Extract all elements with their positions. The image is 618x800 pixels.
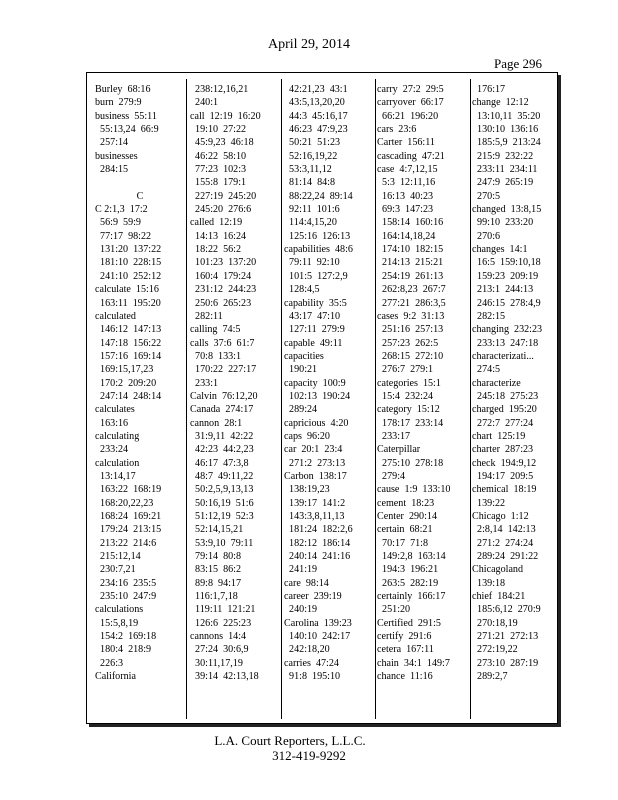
index-page-refs: 257:14 — [95, 137, 129, 149]
index-entry: chief 184:21 — [472, 591, 526, 603]
index-page-refs: 185:6,12 270:9 — [472, 604, 541, 616]
index-page-refs: 163:22 168:19 — [95, 484, 162, 496]
index-page-refs: 155:8 179:1 — [190, 177, 247, 189]
index-entry: care 98:14 — [284, 577, 329, 589]
index-page-refs: 271:2 273:13 — [284, 457, 346, 469]
index-page-refs: 251:16 257:13 — [377, 324, 444, 336]
index-page-refs: 42:21,23 43:1 — [284, 84, 348, 95]
index-page-refs: 282:11 — [190, 310, 223, 322]
index-entry: characterizati... — [472, 350, 534, 362]
index-page-refs: 102:13 190:24 — [284, 390, 351, 402]
column-divider — [186, 79, 187, 719]
index-entry: changes 14:1 — [472, 244, 528, 256]
index-page-refs: 233:1 — [190, 377, 219, 389]
index-page-refs: 83:15 86:2 — [190, 564, 242, 576]
index-entry: change 12:12 — [472, 97, 529, 109]
index-box — [86, 72, 558, 724]
index-entry: businesses — [95, 150, 138, 162]
index-page-refs: 289:2,7 — [472, 671, 508, 683]
index-page-refs: 268:15 272:10 — [377, 350, 444, 362]
index-entry: capability 35:5 — [284, 297, 347, 309]
index-entry: carryover 66:17 — [377, 97, 444, 109]
index-page-refs: 39:14 42:13,18 — [190, 671, 259, 683]
index-page-refs: 194:3 196:21 — [377, 564, 439, 576]
footer-phone: 312-419-9292 — [272, 748, 346, 763]
index-page-refs: 181:24 182:2,6 — [284, 524, 353, 536]
index-page-refs: 271:21 272:13 — [472, 631, 539, 643]
index-page-refs: 79:14 80:8 — [190, 551, 242, 563]
index-page-refs: 127:11 279:9 — [284, 324, 345, 336]
index-entry: Chicagoland — [472, 564, 524, 576]
index-page-refs: 125:16 126:13 — [284, 230, 351, 242]
index-entry: charged 195:20 — [472, 404, 537, 416]
index-page-refs: 44:3 45:16,17 — [284, 110, 348, 122]
index-page-refs: 240:14 241:16 — [284, 551, 351, 563]
index-page-refs: 234:16 235:5 — [95, 577, 157, 589]
index-page-refs: 190:21 — [284, 364, 318, 376]
index-page-refs: 163:16 — [95, 417, 129, 429]
index-page-refs: 138:19,23 — [284, 484, 330, 496]
index-page-refs: 13:10,11 35:20 — [472, 110, 541, 122]
index-page-refs: 164:14,18,24 — [377, 230, 436, 242]
index-page-refs: 92:11 101:6 — [284, 204, 340, 216]
index-entry: burn 279:9 — [95, 97, 142, 109]
index-page-refs: 143:3,8,11,13 — [284, 511, 345, 522]
index-page-refs: 81:14 84:8 — [284, 177, 336, 189]
index-page-refs: 146:12 147:13 — [95, 324, 162, 336]
index-entry: Center 290:14 — [377, 511, 437, 522]
index-page-refs: 2:8,14 142:13 — [472, 524, 536, 536]
index-entry: Canada 274:17 — [190, 404, 254, 416]
index-page-refs: 42:23 44:2,23 — [190, 444, 254, 456]
page-number: Page 296 — [494, 56, 543, 71]
index-entry: chain 34:1 149:7 — [377, 657, 450, 669]
index-page-refs: 19:10 27:22 — [190, 124, 247, 136]
index-page-refs: 275:10 278:18 — [377, 457, 444, 469]
index-page-refs: 169:15,17,23 — [95, 364, 154, 376]
index-page-refs: 5:3 12:11,16 — [377, 177, 436, 189]
index-page-refs: 272:7 277:24 — [472, 417, 534, 429]
blank-line — [95, 176, 185, 189]
index-page-refs: 241:19 — [284, 564, 318, 576]
index-page-refs: 52:14,15,21 — [190, 524, 244, 536]
index-page-refs: 53:3,11,12 — [284, 164, 332, 176]
index-page-refs: 154:2 169:18 — [95, 631, 157, 643]
index-page-refs: 30:11,17,19 — [190, 657, 243, 669]
index-page-refs: 233:17 — [377, 430, 411, 442]
index-entry: cause 1:9 133:10 — [377, 484, 451, 496]
index-page-refs: 116:1,7,18 — [190, 591, 238, 603]
index-page-refs: 77:23 102:3 — [190, 164, 247, 176]
index-page-refs: 246:15 278:4,9 — [472, 297, 541, 309]
index-page-refs: 130:10 136:16 — [472, 124, 539, 136]
index-entry: category 15:12 — [377, 404, 440, 416]
index-page-refs: 180:4 218:9 — [95, 644, 152, 656]
index-page-refs: 147:18 156:22 — [95, 337, 162, 349]
index-entry: calculations — [95, 604, 144, 616]
index-entry: Carbon 138:17 — [284, 470, 347, 482]
index-page-refs: 235:10 247:9 — [95, 591, 157, 603]
index-column-4 — [377, 83, 469, 683]
index-page-refs: 245:20 276:6 — [190, 204, 252, 216]
index-page-refs: 231:12 244:23 — [190, 284, 257, 296]
index-page-refs: 262:8,23 267:7 — [377, 284, 446, 296]
index-entry: cases 9:2 31:13 — [377, 310, 445, 322]
index-page-refs: 13:14,17 — [95, 470, 136, 482]
index-page-refs: 274:5 — [472, 364, 501, 376]
index-entry: case 4:7,12,15 — [377, 164, 438, 176]
index-page-refs: 257:23 262:5 — [377, 337, 439, 349]
index-entry: car 20:1 23:4 — [284, 444, 343, 456]
index-page-refs: 271:2 274:24 — [472, 537, 534, 549]
index-page-refs: 277:21 286:3,5 — [377, 297, 446, 309]
index-page-refs: 126:6 225:23 — [190, 617, 252, 629]
index-page-refs: 14:13 16:24 — [190, 230, 247, 242]
index-page-refs: 77:17 98:22 — [95, 230, 152, 242]
index-page-refs: 254:19 261:13 — [377, 270, 444, 282]
index-page-refs: 50:16,19 51:6 — [190, 497, 254, 509]
index-page-refs: 170:2 209:20 — [95, 377, 157, 389]
index-page-refs: 194:17 209:5 — [472, 470, 534, 482]
index-page-refs: 50:2,5,9,13,13 — [190, 484, 254, 496]
index-page-refs: 233:13 247:18 — [472, 337, 539, 349]
index-entry: certainly 166:17 — [377, 591, 446, 603]
index-page-refs: 46:17 47:3,8 — [190, 457, 249, 469]
index-page-refs: 56:9 59:9 — [95, 217, 141, 229]
index-page-refs: 52:16,19,22 — [284, 150, 338, 162]
index-page-refs: 15:5,8,19 — [95, 617, 139, 629]
index-page-refs: 240:1 — [190, 97, 219, 109]
index-page-refs: 46:23 47:9,23 — [284, 124, 348, 136]
index-entry: capacities — [284, 350, 324, 362]
index-page-refs: 284:15 — [95, 164, 129, 176]
index-entry: certain 68:21 — [377, 524, 433, 536]
index-entry: cascading 47:21 — [377, 150, 445, 162]
index-page-refs: 181:10 228:15 — [95, 257, 162, 269]
index-page-refs: 160:4 179:24 — [190, 270, 252, 282]
index-entry: capable 49:11 — [284, 337, 343, 349]
index-page-refs: 247:14 248:14 — [95, 390, 162, 402]
index-page-refs: 251:20 — [377, 604, 411, 616]
index-entry: Chicago 1:12 — [472, 511, 529, 522]
index-entry: C 2:1,3 17:2 — [95, 204, 148, 216]
index-page-refs: 270:18,19 — [472, 617, 518, 629]
index-entry: chart 125:19 — [472, 430, 526, 442]
index-entry: chemical 18:19 — [472, 484, 537, 496]
index-entry: certify 291:6 — [377, 631, 432, 643]
index-page-refs: 70:8 133:1 — [190, 350, 242, 362]
index-page-refs: 227:19 245:20 — [190, 190, 257, 202]
index-page-refs: 233:24 — [95, 444, 129, 456]
index-page-refs: 15:4 232:24 — [377, 390, 434, 402]
index-page-refs: 91:8 195:10 — [284, 671, 341, 683]
index-column-5 — [472, 83, 556, 683]
index-column-3 — [284, 83, 374, 683]
index-entry: Certified 291:5 — [377, 617, 441, 629]
index-page-refs: 101:5 127:2,9 — [284, 270, 348, 282]
index-page-refs: 176:17 — [472, 84, 506, 95]
index-page-refs: 140:10 242:17 — [284, 631, 351, 643]
index-page-refs: 51:12,19 52:3 — [190, 511, 254, 522]
index-entry: check 194:9,12 — [472, 457, 537, 469]
index-page-refs: 131:20 137:22 — [95, 244, 162, 256]
index-entry: cannon 28:1 — [190, 417, 243, 429]
index-page-refs: 18:22 56:2 — [190, 244, 242, 256]
index-entry: calls 37:6 61:7 — [190, 337, 255, 349]
index-page-refs: 50:21 51:23 — [284, 137, 341, 149]
index-page-refs: 55:13,24 66:9 — [95, 124, 159, 136]
index-entry: characterize — [472, 377, 521, 389]
index-entry: changed 13:8,15 — [472, 204, 542, 216]
column-divider — [281, 79, 282, 719]
index-page-refs: 226:3 — [95, 657, 124, 669]
index-page-refs: 70:17 71:8 — [377, 537, 429, 549]
index-entry: California — [95, 671, 136, 683]
index-page-refs: 250:6 265:23 — [190, 297, 252, 309]
index-page-refs: 174:10 182:15 — [377, 244, 444, 256]
index-page-refs: 99:10 233:20 — [472, 217, 534, 229]
index-page-refs: 215:9 232:22 — [472, 150, 534, 162]
index-page-refs: 233:11 234:11 — [472, 164, 538, 176]
index-page-refs: 168:20,22,23 — [95, 497, 154, 509]
index-entry: caps 96:20 — [284, 430, 330, 442]
index-page-refs: 240:19 — [284, 604, 318, 616]
index-entry: cement 18:23 — [377, 497, 435, 509]
index-entry: calculating — [95, 430, 140, 442]
index-entry: call 12:19 16:20 — [190, 110, 261, 122]
index-entry: changing 232:23 — [472, 324, 543, 336]
index-column-1 — [95, 83, 185, 683]
index-entry: cannons 14:4 — [190, 631, 247, 643]
index-entry: calculates — [95, 404, 135, 416]
index-page-refs: 45:9,23 46:18 — [190, 137, 254, 149]
index-entry: calculation — [95, 457, 140, 469]
index-page-refs: 119:11 121:21 — [190, 604, 256, 616]
index-page-refs: 247:9 265:19 — [472, 177, 534, 189]
index-page-refs: 69:3 147:23 — [377, 204, 434, 216]
index-page-refs: 242:18,20 — [284, 644, 330, 656]
index-page-refs: 238:12,16,21 — [190, 84, 249, 95]
index-page-refs: 158:14 160:16 — [377, 217, 444, 229]
header-date: April 29, 2014 — [267, 37, 351, 52]
index-entry: capabilities 48:6 — [284, 244, 353, 256]
index-page-refs: 114:4,15,20 — [284, 217, 337, 229]
index-page-refs: 213:22 214:6 — [95, 537, 157, 549]
index-entry: cetera 167:11 — [377, 644, 434, 656]
index-page-refs: 163:11 195:20 — [95, 297, 161, 309]
index-page-refs: 16:5 159:10,18 — [472, 257, 541, 269]
index-entry: career 239:19 — [284, 591, 342, 603]
index-entry: Caterpillar — [377, 444, 421, 456]
index-page-refs: 27:24 30:6,9 — [190, 644, 249, 656]
index-page-refs: 289:24 — [284, 404, 318, 416]
index-entry: carry 27:2 29:5 — [377, 84, 444, 95]
index-entry: called 12:19 — [190, 217, 243, 229]
index-page-refs: 157:16 169:14 — [95, 350, 162, 362]
index-page-refs: 43:5,13,20,20 — [284, 97, 345, 109]
index-page-refs: 43:17 47:10 — [284, 310, 341, 322]
index-entry: calculated — [95, 310, 136, 322]
index-entry: chance 11:16 — [377, 671, 433, 683]
index-page-refs: 139:22 — [472, 497, 506, 509]
index-page-refs: 289:24 291:22 — [472, 551, 539, 563]
index-page-refs: 241:10 252:12 — [95, 270, 162, 282]
index-page-refs: 182:12 186:14 — [284, 537, 351, 549]
index-entry: carries 47:24 — [284, 657, 339, 669]
index-entry: capacity 100:9 — [284, 377, 346, 389]
index-entry: Burley 68:16 — [95, 84, 151, 95]
index-page-refs: 170:22 227:17 — [190, 364, 257, 376]
index-page-refs: 270:6 — [472, 230, 501, 242]
column-divider — [375, 79, 376, 719]
index-page-refs: 245:18 275:23 — [472, 390, 539, 402]
index-page-refs: 272:19,22 — [472, 644, 518, 656]
column-divider — [470, 79, 471, 719]
index-page-refs: 66:21 196:20 — [377, 110, 439, 122]
index-page-refs: 273:10 287:19 — [472, 657, 539, 669]
index-page-refs: 101:23 137:20 — [190, 257, 257, 269]
index-entry: Carter 156:11 — [377, 137, 435, 149]
index-page-refs: 214:13 215:21 — [377, 257, 444, 269]
index-page-refs: 53:9,10 79:11 — [190, 537, 254, 549]
index-page-refs: 179:24 213:15 — [95, 524, 162, 536]
index-page-refs: 215:12,14 — [95, 551, 141, 563]
index-page-refs: 31:9,11 42:22 — [190, 430, 254, 442]
index-page-refs: 213:1 244:13 — [472, 284, 534, 296]
index-page-refs: 89:8 94:17 — [190, 577, 242, 589]
index-page-refs: 88:22,24 89:14 — [284, 190, 353, 202]
index-page-refs: 79:11 92:10 — [284, 257, 340, 269]
index-entry: business 55:11 — [95, 110, 157, 122]
index-page-refs: 16:13 40:23 — [377, 190, 434, 202]
index-entry: calculate 15:16 — [95, 284, 159, 296]
index-page-refs: 230:7,21 — [95, 564, 136, 576]
index-entry: C — [136, 190, 144, 202]
index-page-refs: 178:17 233:14 — [377, 417, 444, 429]
index-page-refs: 149:2,8 163:14 — [377, 551, 446, 563]
index-page-refs: 263:5 282:19 — [377, 577, 439, 589]
index-entry: calling 74:5 — [190, 324, 241, 336]
index-page-refs: 159:23 209:19 — [472, 270, 539, 282]
index-page-refs: 276:7 279:1 — [377, 364, 434, 376]
index-entry: Calvin 76:12,20 — [190, 390, 258, 402]
index-entry: capricious 4:20 — [284, 417, 349, 429]
index-page-refs: 279:4 — [377, 470, 406, 482]
index-entry: categories 15:1 — [377, 377, 441, 389]
index-page-refs: 168:24 169:21 — [95, 511, 162, 522]
index-page-refs: 139:17 141:2 — [284, 497, 346, 509]
index-column-2 — [190, 83, 280, 683]
footer-company: L.A. Court Reporters, L.L.C. — [214, 733, 366, 748]
index-entry: Carolina 139:23 — [284, 617, 352, 629]
index-page-refs: 282:15 — [472, 310, 506, 322]
index-page-refs: 270:5 — [472, 190, 501, 202]
index-page-refs: 46:22 58:10 — [190, 150, 247, 162]
index-entry: charter 287:23 — [472, 444, 534, 456]
index-page-refs: 48:7 49:11,22 — [190, 470, 254, 482]
index-entry: cars 23:6 — [377, 124, 417, 136]
index-page-refs: 185:5,9 213:24 — [472, 137, 541, 149]
index-page-refs: 128:4,5 — [284, 284, 320, 296]
index-page-refs: 139:18 — [472, 577, 506, 589]
